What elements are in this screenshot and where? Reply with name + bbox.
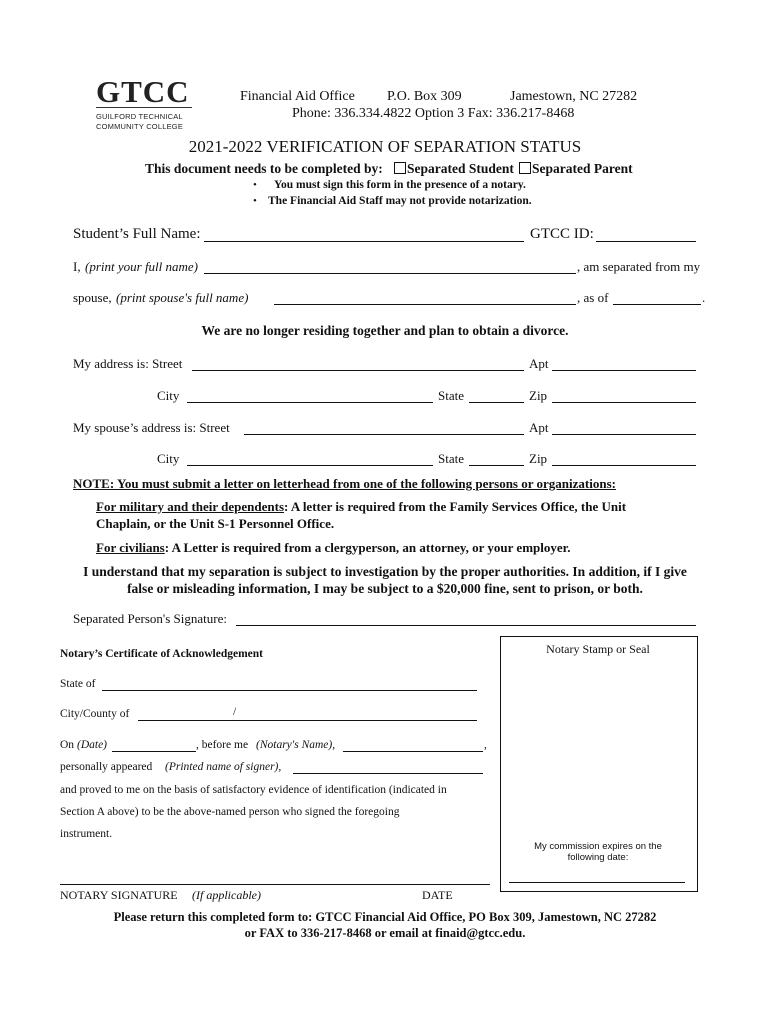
separation-date-field[interactable] [613,304,701,305]
commission-line-2: following date: [567,852,629,863]
date-hint: (Date) [77,739,108,751]
spouse-label: spouse, [73,290,112,305]
phone-fax: Phone: 336.334.4822 Option 3 Fax: 336.217-8468 [292,106,575,121]
military-label: For military and their dependents [96,499,285,514]
po-box: P.O. Box 309 [387,89,462,104]
separated-student-label: Separated Student [407,161,514,176]
personally-appeared-label: personally appeared [60,761,153,773]
proved-line-1: and proved to me on the basis of satisfactory evidence of identification (indicated in [60,784,447,796]
spouse-street-field[interactable] [244,434,524,435]
spouse-zip-label: Zip [529,451,548,466]
form-title: 2021-2022 VERIFICATION OF SEPARATION STATUS [188,137,582,156]
logo-divider [96,107,192,108]
notary-date-label: DATE [422,888,453,902]
commission-date-field[interactable] [509,882,685,883]
student-name-field[interactable] [204,241,524,242]
spouse-apt-label: Apt [529,420,549,435]
proved-line-3: instrument. [60,828,113,840]
separated-parent-label: Separated Parent [532,161,633,176]
spouse-address-label: My spouse’s address is: Street [73,420,230,435]
civilians-paragraph [96,541,570,554]
my-address-label: My address is: Street [73,356,183,371]
my-apt-label: Apt [529,356,549,371]
notary-stamp-label: Notary Stamp or Seal [546,642,650,656]
return-instructions-2: or FAX to 336-217-8468 or email at finaid@gtcc.edu. [244,926,526,940]
bullet-staff: The Financial Aid Staff may not provide notarization. [268,195,532,207]
understand-line-2: false or misleading information, I may be subject to a $20,000 fine, sent to prison, or both. [127,581,643,596]
my-state-label: State [438,388,464,403]
notary-certificate-title: Notary’s Certificate of Acknowledgement [60,648,264,660]
my-apt-field[interactable] [552,370,696,371]
gtcc-id-label: GTCC ID: [530,226,594,242]
signer-name-field[interactable] [293,773,483,774]
logo-subtitle-1: GUILFORD TECHNICAL [96,112,183,121]
spouse-name-field[interactable] [274,304,576,305]
my-street-field[interactable] [192,370,524,371]
gtcc-logo: GTCC [96,74,190,109]
notary-name-hint: (Notary's Name), [256,739,336,751]
as-of-label: , as of [577,290,609,305]
notary-signature-label: NOTARY SIGNATURE [60,888,178,902]
bullet-notary: You must sign this form in the presence of a notary. [274,179,526,191]
spouse-zip-field[interactable] [552,465,696,466]
notary-name-field[interactable] [343,751,483,752]
military-text-2: Chaplain, or the Unit S-1 Personnel Office. [96,516,335,531]
civilians-text: : A Letter is required from a clergyperson, an attorney, or your employer. [164,540,571,555]
my-city-label: City [157,388,180,403]
student-name-label: Student’s Full Name: [73,226,201,242]
my-city-field[interactable] [187,402,433,403]
period: . [702,290,706,305]
spouse-state-label: State [438,451,464,466]
notary-signature-field[interactable] [60,884,490,885]
proved-line-2: Section A above) to be the above-named person who signed the foregoing [60,806,400,818]
state-of-label: State of [60,678,96,690]
no-longer-residing: We are no longer residing together and plan to obtain a divorce. [201,323,569,338]
understand-line-1: I understand that my separation is subject to investigation by the proper authorities. In addition, if I give [83,564,687,579]
notary-city-county-field[interactable] [138,720,477,721]
my-zip-label: Zip [529,388,548,403]
return-instructions-1: Please return this completed form to: GTCC Financial Aid Office, PO Box 309, Jamestown, NC 27282 [113,910,657,924]
print-name-hint: (print your full name) [85,259,199,274]
spouse-city-label: City [157,451,180,466]
note-heading: NOTE: You must submit a letter on letterhead from one of the following persons or organizations: [73,476,616,491]
signature-label: Separated Person's Signature: [73,611,227,626]
if-applicable-hint: (If applicable) [192,888,261,902]
gtcc-id-field[interactable] [596,241,696,242]
logo-subtitle-2: COMMUNITY COLLEGE [96,122,184,131]
bullet-dot: • [253,179,257,191]
signature-field[interactable] [236,625,696,626]
on-label: On [60,739,75,751]
spouse-apt-field[interactable] [552,434,696,435]
my-zip-field[interactable] [552,402,696,403]
notary-date-field[interactable] [112,751,196,752]
city-county-slash: / [233,706,237,718]
commission-line-1: My commission expires on the [534,841,662,852]
military-paragraph [96,500,626,513]
notary-name-comma: , [484,739,487,751]
office-name: Financial Aid Office [240,89,355,104]
civilians-label: For civilians [96,540,165,555]
bullet-dot: • [253,195,257,207]
full-name-field[interactable] [204,273,576,274]
my-state-field[interactable] [469,402,524,403]
military-text: : A letter is required from the Family Services Office, the Unit [284,499,627,514]
spouse-city-field[interactable] [187,465,433,466]
print-spouse-hint: (print spouse's full name) [116,290,249,305]
separated-from-text: , am separated from my [577,259,701,274]
city-county-label: City/County of [60,708,130,720]
printed-signer-hint: (Printed name of signer), [165,761,282,773]
completed-by-label: This document needs to be completed by: [145,161,383,176]
notary-state-field[interactable] [102,690,477,691]
office-city: Jamestown, NC 27282 [510,89,638,104]
separated-student-checkbox[interactable] [394,162,406,174]
i-label: I, [73,259,81,274]
spouse-state-field[interactable] [469,465,524,466]
separated-parent-checkbox[interactable] [519,162,531,174]
before-me-label: , before me [196,739,249,751]
